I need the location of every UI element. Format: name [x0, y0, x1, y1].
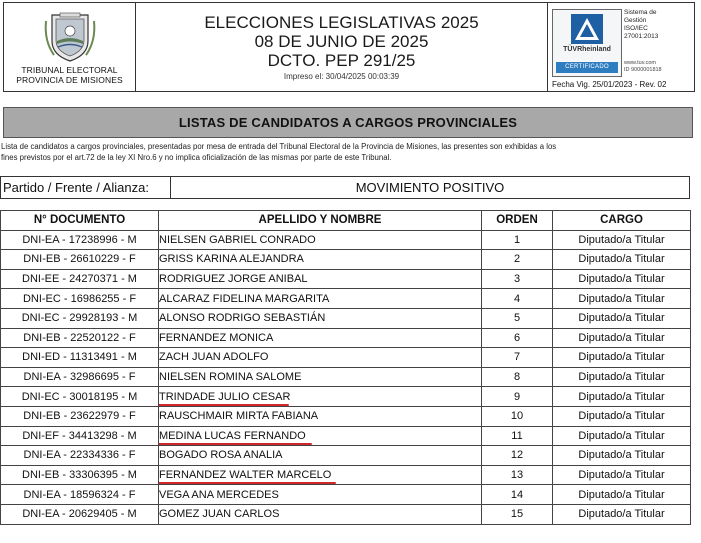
cargo-cell-text: Diputado/a Titular [578, 371, 665, 384]
document-cell-text: DNI-EF - 34413298 - M [22, 429, 137, 442]
name-cell-text: RODRIGUEZ JORGE ANIBAL [159, 273, 308, 286]
cargo-cell [553, 348, 691, 368]
provincial-seal-icon [42, 11, 98, 63]
tuv-certificate-badge [552, 9, 622, 77]
name-cell [159, 465, 482, 485]
section-title: LISTAS DE CANDIDATOS A CARGOS PROVINCIALES [3, 107, 693, 138]
cargo-cell [553, 250, 691, 270]
order-cell [482, 269, 553, 289]
cargo-cell-text: Diputado/a Titular [578, 488, 665, 501]
cert-id: ID 9000001818 [624, 66, 662, 73]
cargo-cell [553, 308, 691, 328]
org-name-line1: TRIBUNAL ELECTORAL [21, 65, 118, 75]
document-cell [1, 289, 159, 309]
cargo-cell [553, 387, 691, 407]
cargo-cell-text: Diputado/a Titular [578, 449, 665, 462]
cargo-cell [553, 406, 691, 426]
document-cell-text: DNI-EA - 22334336 - F [23, 449, 136, 462]
table-row [1, 289, 691, 309]
name-cell-text: FERNANDEZ MONICA [159, 331, 274, 344]
org-block [4, 3, 136, 91]
document-cell-text: DNI-ED - 11313491 - M [22, 351, 137, 364]
name-cell-text: GOMEZ JUAN CARLOS [159, 508, 280, 521]
order-cell-text: 5 [513, 312, 521, 325]
order-cell-text: 3 [513, 273, 521, 286]
document-cell-text: DNI-EA - 32986695 - F [23, 371, 136, 384]
table-row [1, 465, 691, 485]
document-cell [1, 504, 159, 524]
cargo-cell-text: Diputado/a Titular [578, 508, 665, 521]
decree-number: DCTO. PEP 291/25 [267, 51, 416, 70]
order-cell [482, 446, 553, 466]
order-cell-text: 15 [510, 508, 524, 521]
table-row [1, 426, 691, 446]
document-cell-text: DNI-EC - 16986255 - F [22, 292, 137, 305]
order-cell [482, 328, 553, 348]
document-cell-text: DNI-EA - 20629405 - M [22, 508, 137, 521]
table-row [1, 387, 691, 407]
order-cell [482, 406, 553, 426]
name-cell [159, 289, 482, 309]
name-cell-text: NIELSEN GABRIEL CONRADO [159, 233, 316, 246]
name-cell-text: VEGA ANA MERCEDES [159, 488, 279, 501]
cargo-cell [553, 328, 691, 348]
name-cell-text: BOGADO ROSA ANALIA [159, 449, 283, 462]
name-cell [159, 504, 482, 524]
document-cell [1, 426, 159, 446]
cargo-cell-text: Diputado/a Titular [578, 273, 665, 286]
cargo-cell [553, 465, 691, 485]
order-cell [482, 504, 553, 524]
party-label: Partido / Frente / Alianza: [1, 177, 171, 198]
order-cell-text: 12 [510, 449, 524, 462]
document-cell-text: DNI-EB - 22520122 - F [23, 331, 136, 344]
document-cell-text: DNI-EB - 23622979 - F [23, 410, 136, 423]
org-name-line2: PROVINCIA DE MISIONES [16, 75, 123, 85]
description-line: Lista de candidatos a cargos provinciales, presentadas por mesa de entrada del Tribunal Electoral de la Provincia de Misiones, las presentes son exhibidas a los [1, 142, 557, 151]
cargo-cell-text: Diputado/a Titular [578, 292, 665, 305]
description-text [1, 141, 699, 163]
name-cell-text: MEDINA LUCAS FERNANDO [159, 429, 306, 442]
document-cell [1, 387, 159, 407]
cargo-cell [553, 230, 691, 250]
order-cell [482, 289, 553, 309]
order-cell [482, 465, 553, 485]
document-cell-text: DNI-EB - 26610229 - F [23, 253, 136, 266]
name-cell-text: ZACH JUAN ADOLFO [159, 351, 269, 364]
order-cell [482, 485, 553, 505]
header-order: ORDEN [482, 211, 553, 231]
party-name: MOVIMIENTO POSITIVO [355, 180, 505, 195]
tuv-triangle-icon [570, 13, 604, 45]
document-cell [1, 328, 159, 348]
tuv-brand: TÜVRheinland [563, 46, 611, 53]
cargo-cell-text: Diputado/a Titular [578, 351, 665, 364]
table-row [1, 328, 691, 348]
name-cell [159, 367, 482, 387]
print-timestamp: Impreso el: 30/04/2025 00:03:39 [283, 72, 400, 81]
cargo-cell [553, 289, 691, 309]
name-cell [159, 328, 482, 348]
table-row [1, 230, 691, 250]
description-line: fines previstos por el art.72 de la ley XI Nro.6 y no implica oficialización de las mismas por parte de este Tribunal. [1, 153, 392, 162]
document-cell-text: DNI-EA - 17238996 - M [22, 233, 137, 246]
name-cell [159, 250, 482, 270]
order-cell [482, 367, 553, 387]
name-cell-text: GRISS KARINA ALEJANDRA [159, 253, 304, 266]
order-cell-text: 10 [510, 410, 524, 423]
election-date: 08 DE JUNIO DE 2025 [254, 32, 429, 51]
cargo-cell-text: Diputado/a Titular [578, 390, 665, 403]
certificado-badge: CERTIFICADO [556, 62, 618, 73]
name-cell [159, 230, 482, 250]
name-cell [159, 406, 482, 426]
cert-info-line: Sistema de [624, 9, 657, 16]
candidates-table [0, 210, 691, 525]
document-cell [1, 367, 159, 387]
table-row [1, 504, 691, 524]
header-name: APELLIDO Y NOMBRE [159, 211, 482, 231]
certification-block [548, 3, 694, 91]
order-cell-text: 14 [510, 488, 524, 501]
table-row [1, 367, 691, 387]
document-header [3, 2, 695, 92]
header-document: N° DOCUMENTO [1, 211, 159, 231]
cargo-cell [553, 446, 691, 466]
order-cell [482, 348, 553, 368]
cargo-cell-text: Diputado/a Titular [578, 253, 665, 266]
table-row [1, 406, 691, 426]
order-cell-text: 7 [513, 351, 521, 364]
election-title: ELECCIONES LEGISLATIVAS 2025 [204, 13, 479, 32]
document-cell [1, 446, 159, 466]
order-cell [482, 426, 553, 446]
document-cell [1, 465, 159, 485]
table-row [1, 250, 691, 270]
name-cell [159, 485, 482, 505]
table-row [1, 485, 691, 505]
name-cell [159, 269, 482, 289]
cert-info-line: ISO/IEC [624, 25, 648, 32]
order-cell [482, 250, 553, 270]
order-cell-text: 13 [510, 469, 524, 482]
document-cell [1, 250, 159, 270]
table-row [1, 269, 691, 289]
document-cell-text: DNI-EA - 18596324 - F [23, 488, 136, 501]
name-cell-text: RAUSCHMAIR MIRTA FABIANA [159, 410, 319, 423]
order-cell-text: 4 [513, 292, 521, 305]
name-cell [159, 308, 482, 328]
header-cargo: CARGO [553, 211, 691, 231]
table-row [1, 446, 691, 466]
cargo-cell-text: Diputado/a Titular [578, 233, 665, 246]
name-cell [159, 348, 482, 368]
document-cell [1, 406, 159, 426]
order-cell [482, 230, 553, 250]
name-cell-text: ALCARAZ FIDELINA MARGARITA [159, 292, 330, 305]
document-cell [1, 230, 159, 250]
order-cell [482, 308, 553, 328]
order-cell-text: 8 [513, 371, 521, 384]
document-cell-text: DNI-EB - 33306395 - M [22, 469, 137, 482]
name-cell [159, 426, 482, 446]
cert-info [624, 9, 690, 41]
name-cell-text: TRINDADE JULIO CESAR [159, 390, 291, 403]
order-cell-text: 2 [513, 253, 521, 266]
cargo-cell-text: Diputado/a Titular [578, 312, 665, 325]
validity-date: Fecha Vig. 25/01/2023 - Rev. 02 [552, 80, 667, 89]
cargo-cell [553, 426, 691, 446]
cargo-cell-text: Diputado/a Titular [578, 331, 665, 344]
cargo-cell [553, 269, 691, 289]
table-header-row [1, 211, 691, 231]
name-cell-text: NIELSEN ROMINA SALOME [159, 371, 302, 384]
cargo-cell-text: Diputado/a Titular [578, 410, 665, 423]
order-cell-text: 1 [513, 233, 521, 246]
document-cell-text: DNI-EC - 30018195 - M [21, 390, 138, 403]
order-cell-text: 6 [513, 331, 521, 344]
name-cell-text: FERNANDEZ WALTER MARCELO [159, 469, 332, 482]
table-row [1, 348, 691, 368]
table-row [1, 308, 691, 328]
party-row [0, 176, 690, 199]
candidates-body [1, 230, 691, 524]
order-cell-text: 11 [511, 429, 523, 442]
document-cell [1, 308, 159, 328]
name-cell-text: ALONSO RODRIGO SEBASTIÁN [159, 312, 326, 325]
cert-info-line: 27001:2013 [624, 33, 659, 40]
cargo-cell-text: Diputado/a Titular [578, 429, 665, 442]
cargo-cell [553, 485, 691, 505]
cert-small-info [624, 60, 690, 73]
election-title-block [136, 3, 548, 91]
name-cell [159, 446, 482, 466]
document-cell [1, 485, 159, 505]
cargo-cell [553, 367, 691, 387]
document-cell [1, 269, 159, 289]
name-cell [159, 387, 482, 407]
document-cell-text: DNI-EC - 29928193 - M [21, 312, 138, 325]
order-cell-text: 9 [513, 390, 521, 403]
cargo-cell-text: Diputado/a Titular [578, 469, 665, 482]
cargo-cell [553, 504, 691, 524]
cert-url: www.tuv.com [624, 60, 656, 66]
cert-info-line: Gestión [624, 17, 647, 24]
document-cell-text: DNI-EE - 24270371 - M [22, 273, 137, 286]
document-cell [1, 348, 159, 368]
order-cell [482, 387, 553, 407]
